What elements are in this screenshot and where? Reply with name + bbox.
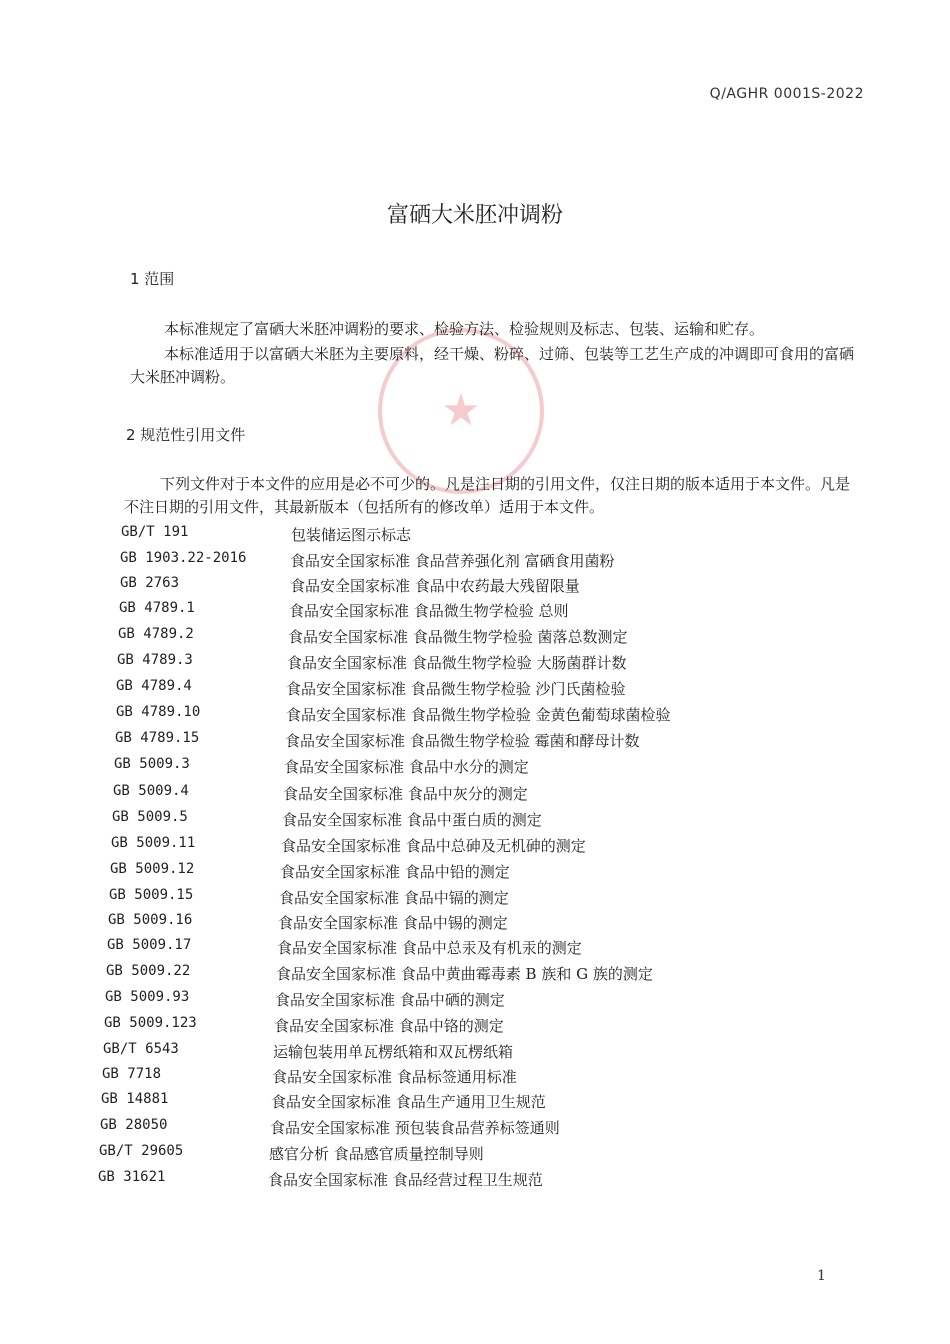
seal-star-icon: ★ xyxy=(441,385,481,436)
section-heading-references: 2 规范性引用文件 xyxy=(126,426,246,444)
reference-title: 食品安全国家标准 食品生产通用卫生规范 xyxy=(271,1093,546,1111)
reference-title: 感官分析 食品感官质量控制导则 xyxy=(269,1145,484,1163)
references-intro-paragraph: 下列文件对于本文件的应用是必不可少的。凡是注日期的引用文件，仅注日期的版本适用于本文件。凡是不注日期的引用文件，其最新版本（包括所有的修改单）适用于本文件。 xyxy=(124,475,851,516)
reference-title: 食品安全国家标准 食品中黄曲霉毒素 B 族和 G 族的测定 xyxy=(276,965,653,983)
reference-title: 食品安全国家标准 食品中总汞及有机汞的测定 xyxy=(277,939,582,957)
reference-title: 食品安全国家标准 食品中硒的测定 xyxy=(275,991,505,1009)
reference-code: GB 5009.3 xyxy=(114,756,190,772)
reference-title: 食品安全国家标准 食品微生物学检验 菌落总数测定 xyxy=(288,628,628,646)
reference-code: GB 4789.3 xyxy=(117,652,193,668)
reference-title: 食品安全国家标准 食品微生物学检验 大肠菌群计数 xyxy=(287,654,627,672)
reference-code: GB/T 29605 xyxy=(99,1143,184,1159)
reference-title: 食品安全国家标准 食品中蛋白质的测定 xyxy=(282,811,542,829)
reference-code: GB 1903.22-2016 xyxy=(120,550,247,566)
reference-code: GB 4789.4 xyxy=(116,678,192,694)
reference-title: 包装储运图示标志 xyxy=(291,526,412,544)
reference-code: GB/T 6543 xyxy=(103,1041,179,1057)
reference-code: GB 7718 xyxy=(102,1066,162,1082)
reference-code: GB 5009.123 xyxy=(104,1015,197,1031)
scope-paragraph-1: 本标准规定了富硒大米胚冲调粉的要求、检验方法、检验规则及标志、包装、运输和贮存。 xyxy=(164,320,765,338)
section-heading-scope: 1 范围 xyxy=(130,270,175,288)
reference-code: GB 5009.16 xyxy=(108,912,193,928)
reference-title: 食品安全国家标准 食品中总砷及无机砷的测定 xyxy=(281,837,586,855)
reference-code: GB 5009.11 xyxy=(111,835,196,851)
reference-code: GB 4789.1 xyxy=(119,600,195,616)
reference-title: 食品安全国家标准 食品中铅的测定 xyxy=(280,863,510,881)
reference-title: 食品安全国家标准 食品中锡的测定 xyxy=(278,914,508,932)
reference-title: 食品安全国家标准 食品微生物学检验 总则 xyxy=(289,602,569,620)
reference-code: GB 31621 xyxy=(98,1169,166,1185)
reference-code: GB 5009.22 xyxy=(106,963,191,979)
reference-title: 食品安全国家标准 食品微生物学检验 沙门氏菌检验 xyxy=(286,680,626,698)
reference-title: 食品安全国家标准 食品中农药最大残留限量 xyxy=(290,577,580,595)
reference-title: 食品安全国家标准 食品中镉的测定 xyxy=(279,889,509,907)
reference-title: 食品安全国家标准 食品微生物学检验 金黄色葡萄球菌检验 xyxy=(286,706,671,724)
document-code: Q/AGHR 0001S-2022 xyxy=(709,86,864,102)
reference-title: 食品安全国家标准 食品中灰分的测定 xyxy=(283,785,528,803)
reference-code: GB 5009.4 xyxy=(113,783,189,799)
reference-title: 食品安全国家标准 食品标签通用标准 xyxy=(272,1068,517,1086)
reference-title: 食品安全国家标准 食品中水分的测定 xyxy=(284,758,529,776)
reference-code: GB 4789.2 xyxy=(118,626,194,642)
reference-title: 食品安全国家标准 预包装食品营养标签通则 xyxy=(270,1119,560,1137)
reference-code: GB 4789.15 xyxy=(115,730,200,746)
document-title: 富硒大米胚冲调粉 xyxy=(386,203,563,228)
reference-code: GB 5009.93 xyxy=(105,989,190,1005)
reference-code: GB 28050 xyxy=(100,1117,168,1133)
reference-code: GB 5009.17 xyxy=(107,937,192,953)
reference-code: GB 4789.10 xyxy=(116,704,201,720)
reference-title: 食品安全国家标准 食品营养强化剂 富硒食用菌粉 xyxy=(290,552,615,570)
reference-code: GB 5009.5 xyxy=(112,809,188,825)
reference-title: 食品安全国家标准 食品经营过程卫生规范 xyxy=(268,1171,543,1189)
reference-title: 食品安全国家标准 食品中铬的测定 xyxy=(274,1017,504,1035)
page-number: 1 xyxy=(817,1268,826,1284)
reference-code: GB 2763 xyxy=(120,575,180,591)
reference-code: GB 14881 xyxy=(101,1091,169,1107)
reference-code: GB 5009.15 xyxy=(109,887,194,903)
reference-code: GB/T 191 xyxy=(121,524,189,540)
reference-title: 食品安全国家标准 食品微生物学检验 霉菌和酵母计数 xyxy=(285,732,640,750)
reference-title: 运输包装用单瓦楞纸箱和双瓦楞纸箱 xyxy=(273,1043,514,1061)
reference-code: GB 5009.12 xyxy=(110,861,195,877)
scope-paragraph-2: 本标准适用于以富硒大米胚为主要原料，经干燥、粉碎、过筛、包装等工艺生产成的冲调即可食用的富硒大米胚冲调粉。 xyxy=(130,345,855,386)
